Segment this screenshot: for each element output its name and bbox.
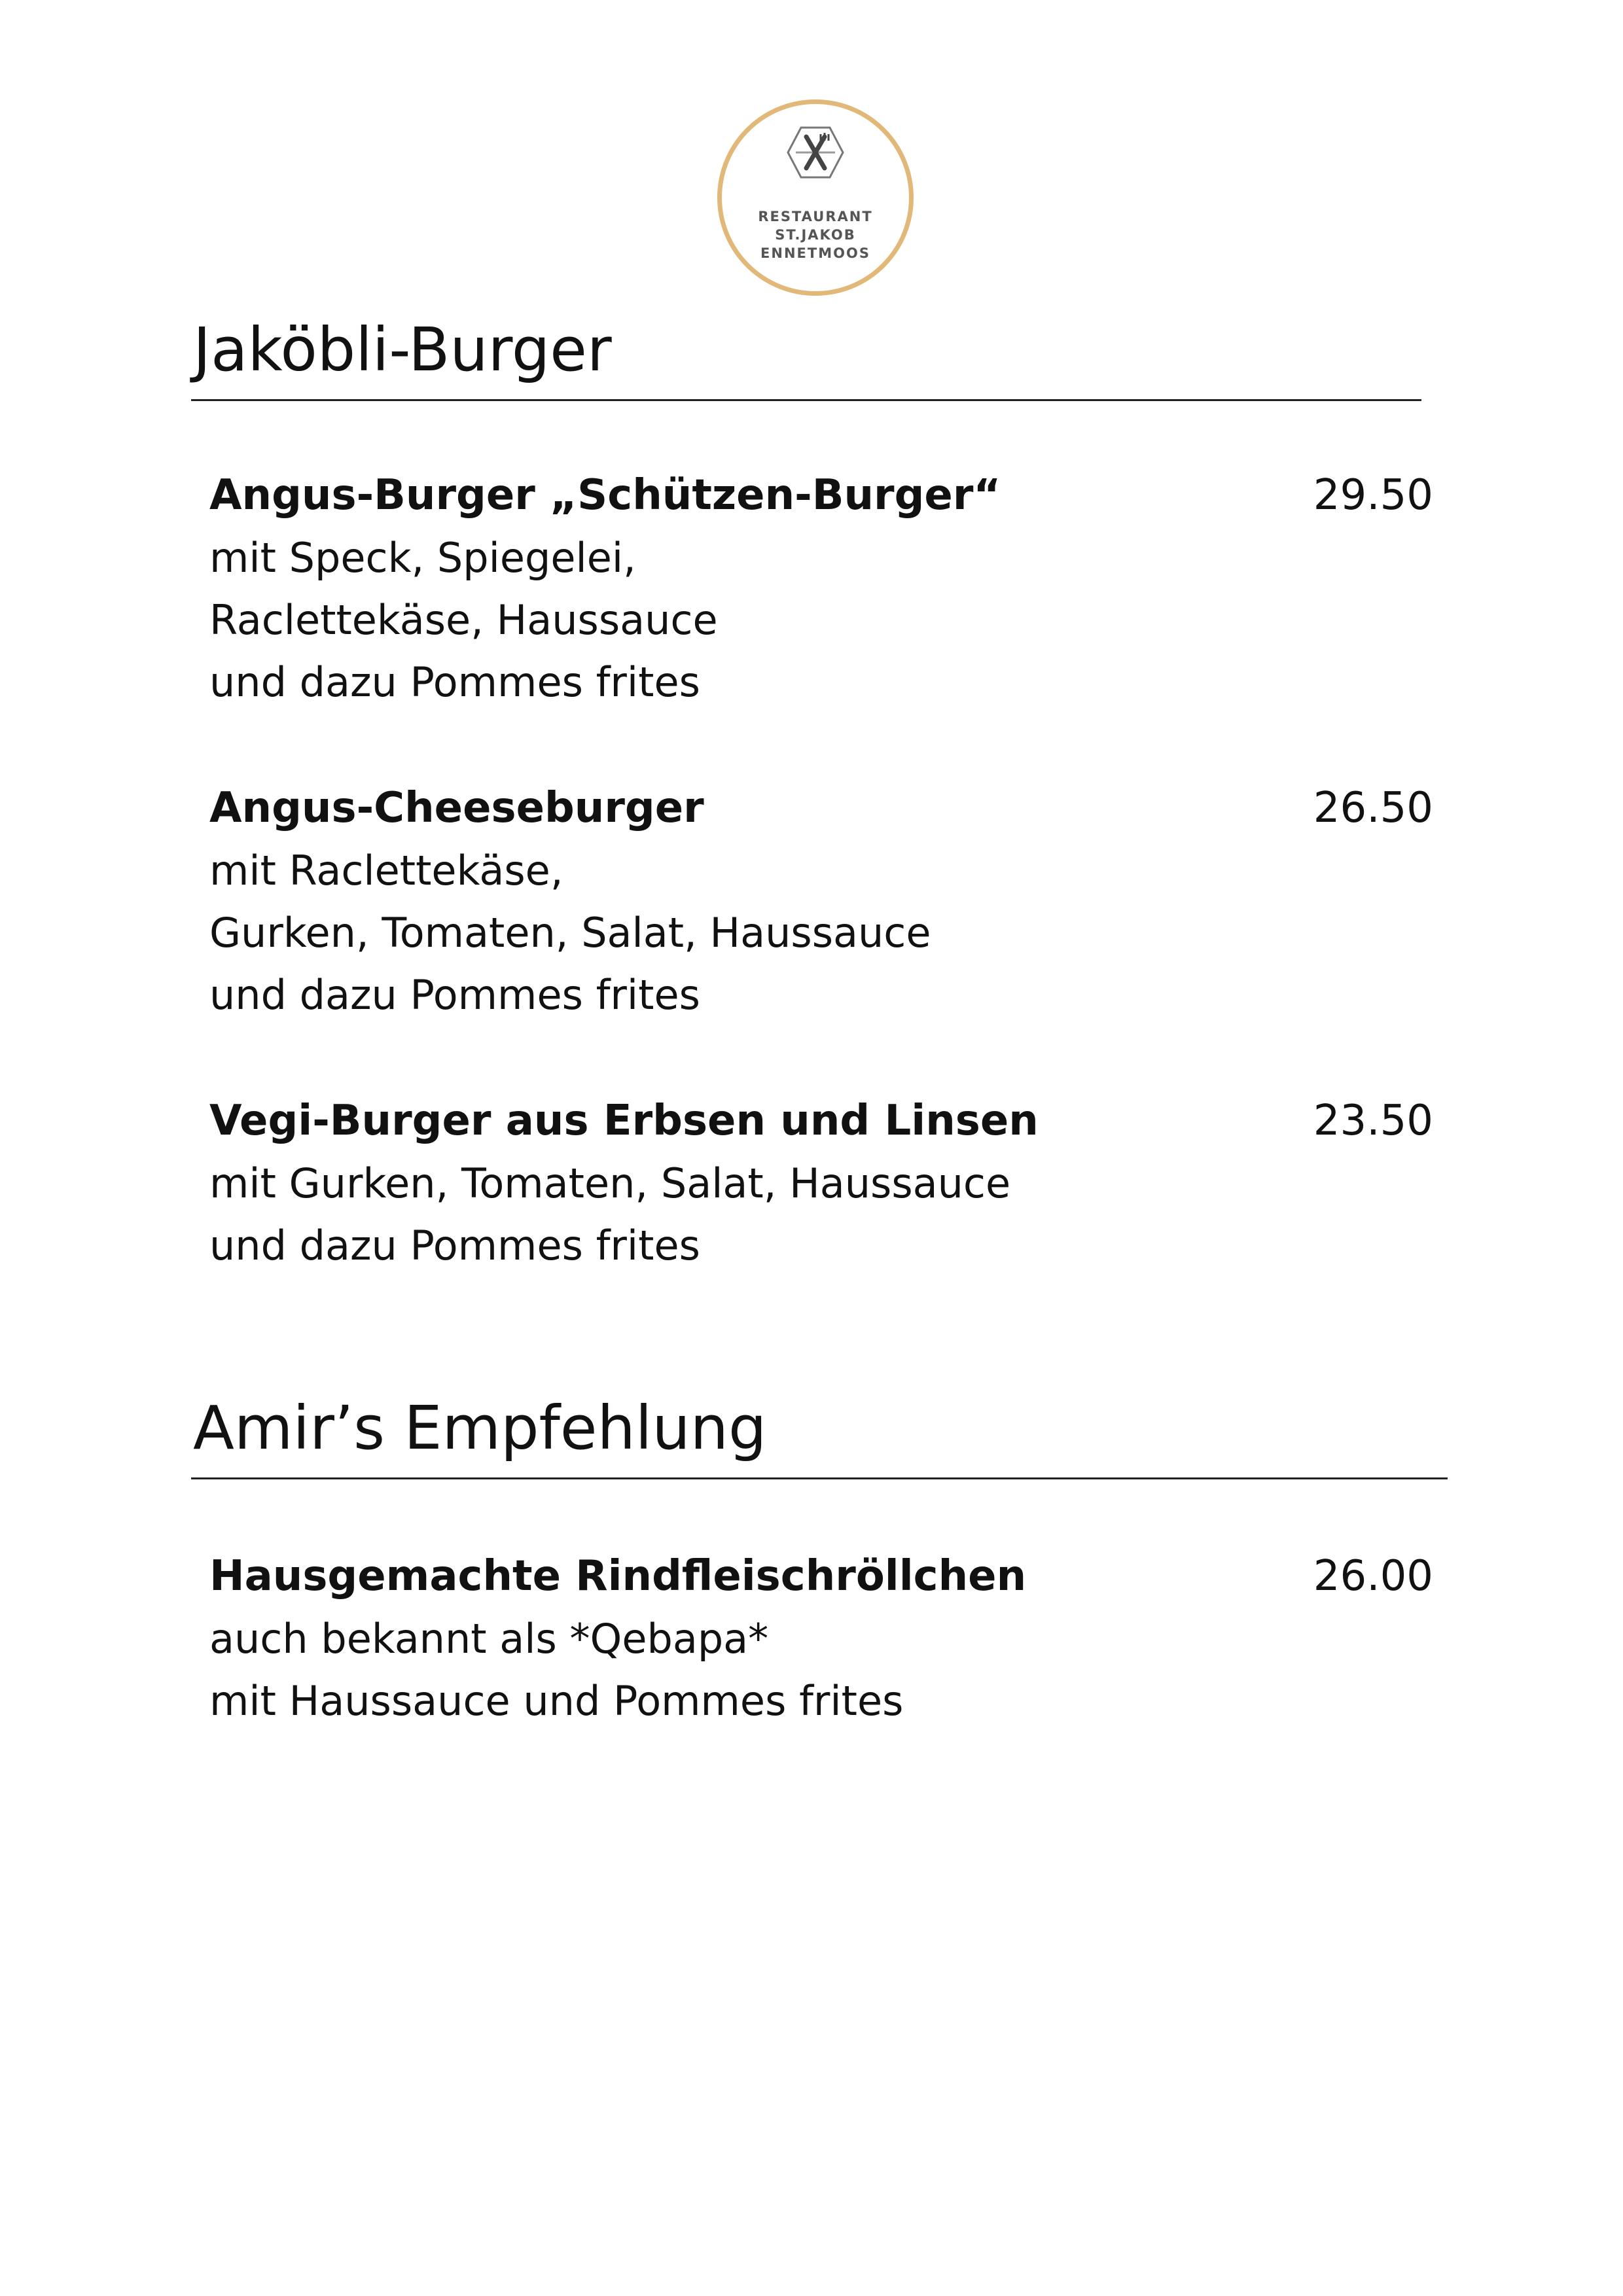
item-price: 26.50 xyxy=(1313,784,1433,832)
item-name: Angus-Burger „Schützen-Burger“ xyxy=(209,471,1001,520)
item-price: 23.50 xyxy=(1313,1097,1433,1145)
item-description-line: mit Gurken, Tomaten, Salat, Haussauce xyxy=(209,1159,1011,1207)
logo-text-line-3: ENNETMOOS xyxy=(760,245,870,261)
item-description-line: und dazu Pommes frites xyxy=(209,1222,700,1269)
item-description-line: Raclettekäse, Haussauce xyxy=(209,596,718,644)
menu-item xyxy=(209,1545,1433,1732)
item-price: 29.50 xyxy=(1313,471,1433,520)
menu-item xyxy=(209,465,1433,713)
item-description-line: auch bekannt als *Qebapa* xyxy=(209,1615,769,1663)
menu-item xyxy=(209,777,1433,1026)
crossed-fork-knife-icon xyxy=(787,125,844,180)
item-price: 26.00 xyxy=(1313,1552,1433,1600)
item-name: Angus-Cheeseburger xyxy=(209,784,704,832)
item-description-line: Gurken, Tomaten, Salat, Haussauce xyxy=(209,909,931,957)
section-title-burger: Jaköbli-Burger xyxy=(193,315,612,385)
section-title-recommendation: Amir’s Empfehlung xyxy=(193,1393,767,1463)
menu-item xyxy=(209,1090,1433,1277)
item-description-line: mit Speck, Spiegelei, xyxy=(209,534,636,582)
section-divider xyxy=(191,399,1421,401)
item-description-line: mit Raclettekäse, xyxy=(209,847,563,894)
logo-text-line-2: ST.JAKOB xyxy=(775,227,856,243)
section-divider xyxy=(191,1477,1448,1479)
item-name: Vegi-Burger aus Erbsen und Linsen xyxy=(209,1097,1039,1145)
logo-text-line-1: RESTAURANT xyxy=(758,209,873,224)
item-description-line: und dazu Pommes frites xyxy=(209,658,700,706)
item-name: Hausgemachte Rindfleischröllchen xyxy=(209,1552,1027,1600)
item-description-line: und dazu Pommes frites xyxy=(209,971,700,1019)
restaurant-logo xyxy=(717,99,914,296)
item-description-line: mit Haussauce und Pommes frites xyxy=(209,1677,904,1725)
